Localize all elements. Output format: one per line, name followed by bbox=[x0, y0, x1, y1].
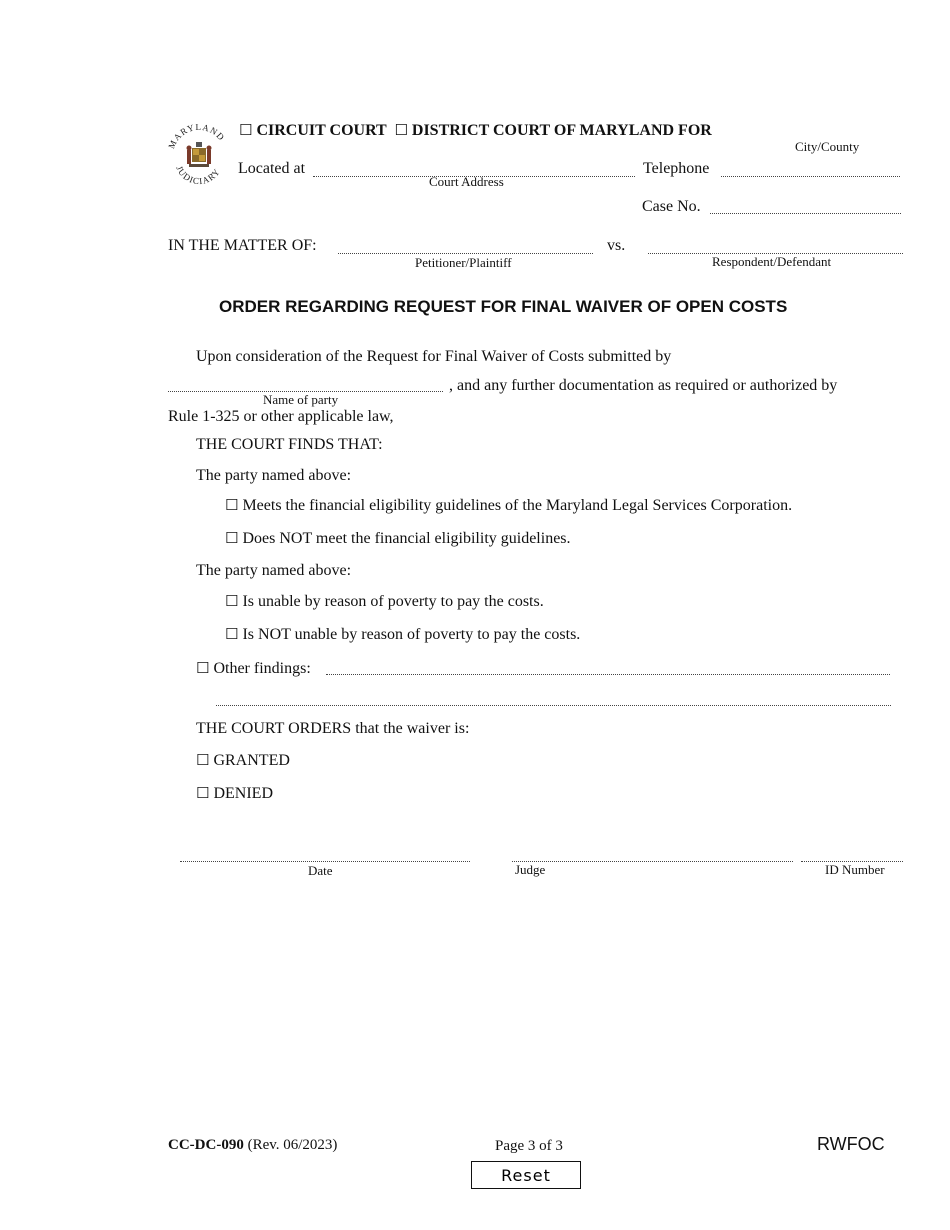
respondent-caption: Respondent/Defendant bbox=[712, 254, 832, 269]
id-number-caption: ID Number bbox=[825, 862, 885, 877]
other-findings-checkbox[interactable]: ☐ bbox=[196, 659, 210, 677]
circuit-court-label: CIRCUIT COURT bbox=[256, 122, 387, 139]
case-no-field[interactable] bbox=[710, 213, 901, 214]
seal-bottom-text: JUDICIARY bbox=[174, 164, 223, 187]
rule-text: Rule 1-325 or other applicable law, bbox=[168, 408, 394, 425]
judge-caption: Judge bbox=[515, 862, 546, 877]
granted-checkbox[interactable]: ☐ bbox=[196, 751, 210, 769]
page-number: Page 3 of 3 bbox=[495, 1138, 563, 1154]
reset-button[interactable]: Reset bbox=[471, 1161, 581, 1189]
circuit-court-checkbox[interactable]: ☐ bbox=[239, 121, 253, 139]
unable-option bbox=[225, 592, 544, 611]
granted-option bbox=[196, 751, 290, 770]
form-number: CC-DC-090 bbox=[168, 1137, 244, 1153]
matter-label: IN THE MATTER OF: bbox=[168, 237, 317, 254]
not-unable-checkbox[interactable]: ☐ bbox=[225, 625, 239, 643]
party-named-2: The party named above: bbox=[196, 562, 352, 579]
court-address-caption: Court Address bbox=[429, 174, 504, 189]
unable-label: Is unable by reason of poverty to pay the costs. bbox=[242, 593, 544, 610]
other-findings-option bbox=[196, 659, 311, 678]
petitioner-caption: Petitioner/Plaintiff bbox=[415, 255, 512, 270]
meets-guidelines-checkbox[interactable]: ☐ bbox=[225, 496, 239, 514]
intro-continued-text: , and any further documentation as required or authorized by bbox=[449, 377, 838, 394]
telephone-field[interactable] bbox=[721, 176, 900, 177]
court-orders-heading: THE COURT ORDERS that the waiver is: bbox=[196, 720, 470, 737]
page-title: ORDER REGARDING REQUEST FOR FINAL WAIVER OF OPEN COSTS bbox=[219, 297, 788, 316]
denied-option bbox=[196, 784, 273, 803]
svg-text:JUDICIARY bbox=[174, 164, 222, 186]
located-at-label: Located at bbox=[238, 160, 306, 177]
not-unable-option bbox=[225, 625, 580, 644]
city-county-caption: City/County bbox=[795, 139, 860, 154]
not-unable-label: Is NOT unable by reason of poverty to pay the costs. bbox=[242, 626, 581, 643]
date-field[interactable] bbox=[180, 861, 470, 862]
court-selection bbox=[239, 121, 712, 140]
judge-field[interactable] bbox=[512, 861, 793, 862]
not-meet-guidelines-label: Does NOT meet the financial eligibility guidelines. bbox=[242, 530, 571, 547]
intro-text: Upon consideration of the Request for Final Waiver of Costs submitted by bbox=[196, 348, 672, 365]
form-revision: (Rev. 06/2023) bbox=[247, 1137, 338, 1153]
maryland-seal-icon bbox=[167, 120, 231, 196]
case-no-label: Case No. bbox=[642, 198, 701, 215]
seal-top-text: MARYLAND bbox=[167, 121, 227, 151]
not-meet-guidelines-checkbox[interactable]: ☐ bbox=[225, 529, 239, 547]
petitioner-field[interactable] bbox=[338, 253, 593, 254]
other-findings-field-2[interactable] bbox=[216, 705, 891, 706]
name-of-party-caption: Name of party bbox=[263, 392, 339, 407]
form-code: RWFOC bbox=[817, 1134, 885, 1154]
unable-checkbox[interactable]: ☐ bbox=[225, 592, 239, 610]
date-caption: Date bbox=[308, 863, 333, 878]
telephone-label: Telephone bbox=[643, 160, 710, 177]
district-court-label: DISTRICT COURT OF MARYLAND FOR bbox=[411, 122, 712, 139]
granted-label: GRANTED bbox=[213, 752, 290, 769]
other-findings-label: Other findings: bbox=[213, 660, 311, 677]
maryland-judiciary-seal bbox=[167, 120, 231, 196]
denied-label: DENIED bbox=[213, 785, 273, 802]
party-named-1: The party named above: bbox=[196, 467, 352, 484]
denied-checkbox[interactable]: ☐ bbox=[196, 784, 210, 802]
meets-guidelines-label: Meets the financial eligibility guidelines of the Maryland Legal Services Corporation. bbox=[242, 497, 793, 514]
form-id bbox=[168, 1137, 337, 1154]
district-court-checkbox[interactable]: ☐ bbox=[394, 121, 408, 139]
vs-label: vs. bbox=[607, 237, 626, 254]
court-finds-heading: THE COURT FINDS THAT: bbox=[196, 436, 383, 453]
other-findings-field-1[interactable] bbox=[326, 674, 890, 675]
not-meet-guidelines-option bbox=[225, 529, 571, 548]
meets-guidelines-option bbox=[225, 496, 792, 515]
